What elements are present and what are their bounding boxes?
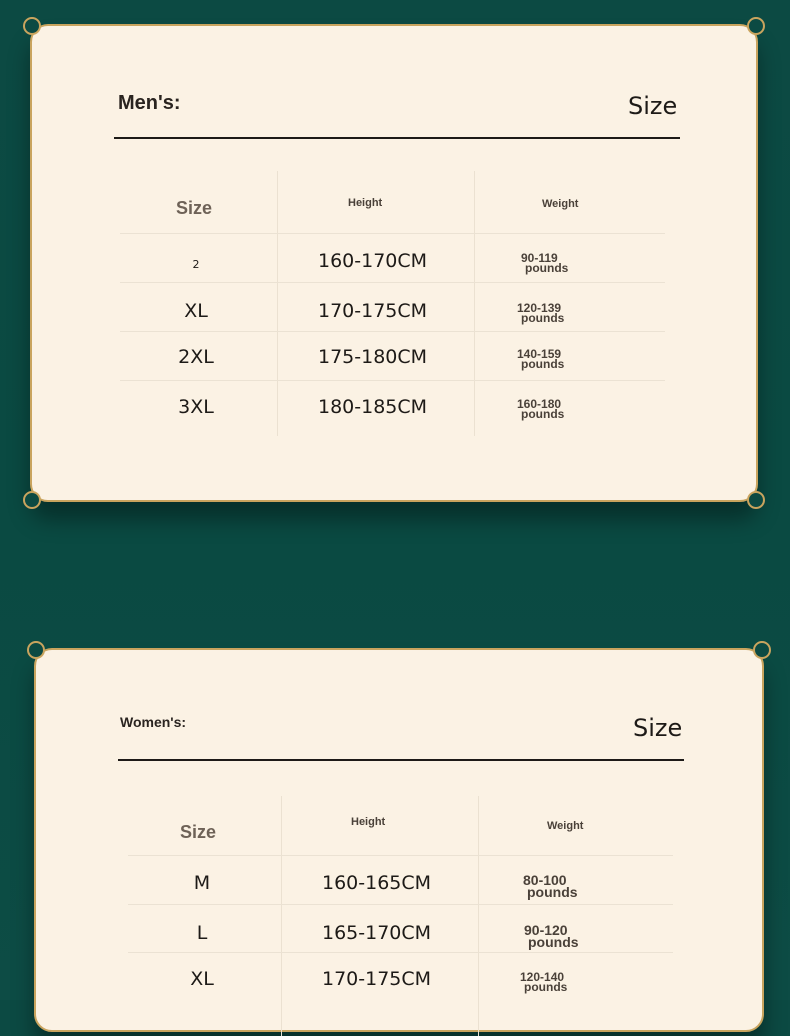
mens-row-weight [517,349,564,369]
weight-unit: pounds [521,311,565,325]
womens-row-height: 170-175CM [322,968,432,990]
mens-title: Men's: [118,92,181,114]
weight-unit: pounds [528,934,579,950]
card-corner-ornament [27,641,45,659]
row-divider [120,233,665,234]
row-divider [120,380,665,381]
womens-title: Women's: [120,714,187,730]
womens-header-size: Size [180,822,217,842]
womens-row-weight [524,924,579,948]
mens-row-height: 160-170CM [318,250,428,272]
womens-size-label: Size [633,714,683,742]
womens-row-size: XL [190,968,214,990]
mens-row-height: 170-175CM [318,300,428,322]
card-corner-ornament [23,17,41,35]
row-divider [128,952,673,953]
column-divider [474,171,475,436]
weight-value: 120-140 [520,970,565,984]
womens-header-weight: Weight [547,820,584,832]
mens-header-height: Height [348,197,383,209]
womens-row-weight [523,874,578,898]
womens-row-weight [520,972,567,992]
weight-unit: pounds [525,261,569,275]
womens-row-size: M [193,872,211,894]
womens-row-height: 160-165CM [322,872,432,894]
row-divider [120,331,665,332]
womens-size-card [34,648,764,1032]
womens-row-height: 165-170CM [322,922,432,944]
card-corner-ornament [753,641,771,659]
mens-row-size: 2XL [178,346,214,368]
weight-value: 120-139 [517,301,562,315]
weight-value: 140-159 [517,347,562,361]
weight-value: 90-119 [521,251,558,265]
weight-unit: pounds [521,357,565,371]
row-divider [128,904,673,905]
row-divider [120,282,665,283]
mens-row-height: 175-180CM [318,346,428,368]
weight-value: 90-120 [524,922,568,938]
weight-unit: pounds [524,980,568,994]
mens-size-label: Size [628,92,678,120]
mens-row-height: 180-185CM [318,396,428,418]
weight-unit: pounds [521,407,565,421]
mens-header-weight: Weight [542,198,579,210]
mens-row-size: XL [184,300,208,322]
weight-unit: pounds [527,884,578,900]
card-corner-ornament [747,17,765,35]
row-divider [128,855,673,856]
womens-header-height: Height [351,816,386,828]
mens-size-card [30,24,758,502]
weight-value: 80-100 [523,872,567,888]
mens-row-weight [517,399,564,419]
womens-title-rule [118,759,684,761]
mens-row-weight [517,303,564,323]
card-corner-ornament [747,491,765,509]
column-divider [478,796,479,1036]
card-corner-ornament [23,491,41,509]
mens-row-weight [521,253,568,273]
column-divider [281,796,282,1036]
mens-row-size: 3XL [178,396,214,418]
weight-value: 160-180 [517,397,562,411]
mens-title-rule [114,137,680,139]
mens-header-size: Size [176,198,213,218]
mens-row-size: 2 [192,258,200,271]
womens-row-size: L [196,922,208,944]
column-divider [277,171,278,436]
